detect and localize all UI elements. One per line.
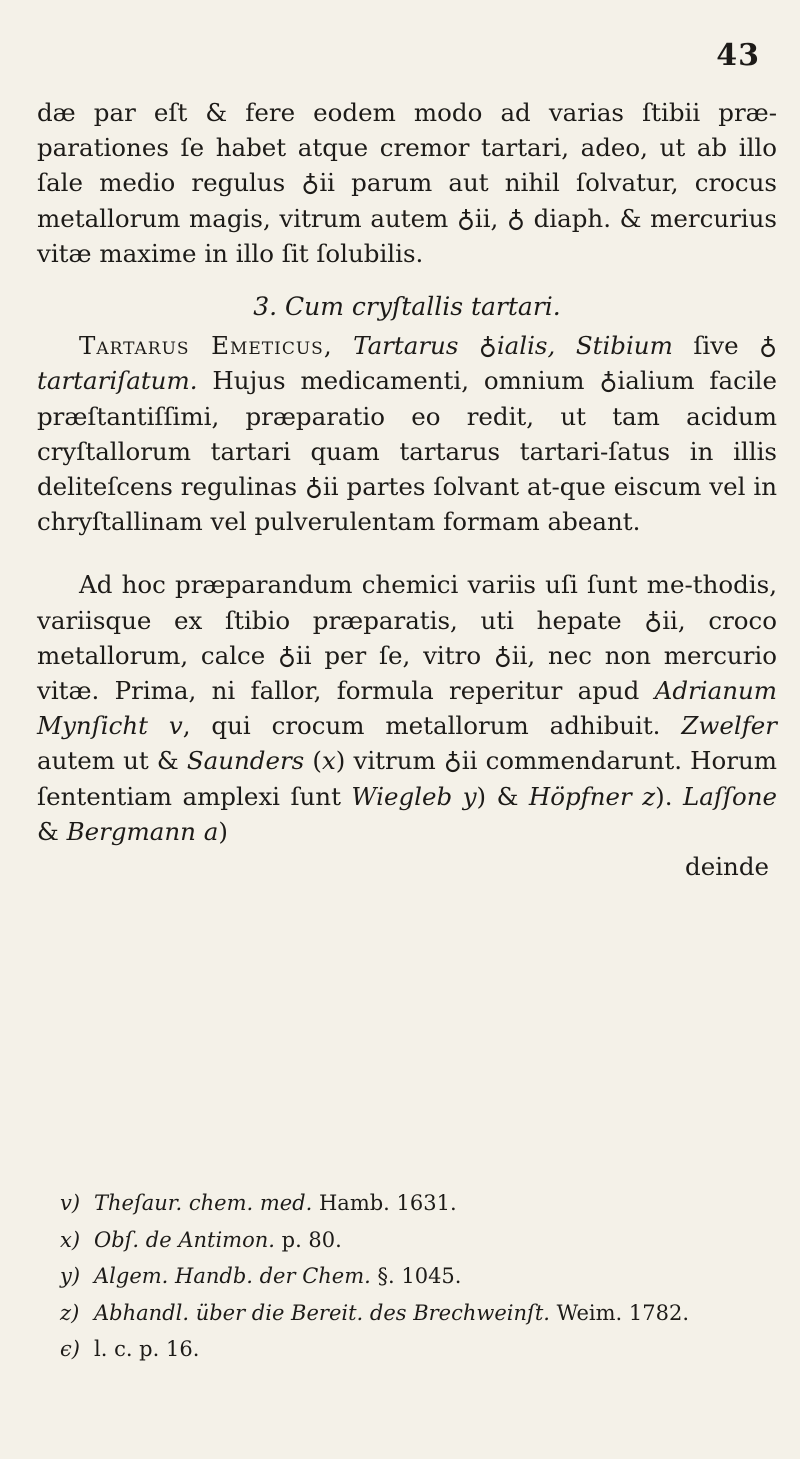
footnote-ref: y	[462, 781, 477, 811]
footnote-title: Algem. Handb. der Chem.	[94, 1264, 371, 1288]
footnote-title: Abhandl. über die Bereit. des Brechweinſt.	[94, 1300, 550, 1325]
footnote-detail: §. 1045.	[377, 1264, 462, 1288]
footnote-ref: v	[168, 711, 183, 741]
main-text	[37, 95, 777, 884]
footnote-mark: ϵ)	[60, 1337, 80, 1361]
footnote-mark: v)	[60, 1191, 81, 1215]
text-span: .	[664, 781, 673, 811]
term-tartarus-stibialis: Tartarus ♁ialis,	[353, 331, 556, 361]
footnote-ref: x	[321, 746, 336, 776]
text-span: , qui crocum metallorum adhibuit.	[182, 711, 661, 741]
term-tartarus-emeticus: Tartarus Emeticus,	[79, 331, 333, 361]
author-name: Adrianum Mynſicht	[37, 676, 777, 741]
footnote-detail: Hamb. 1631.	[318, 1191, 457, 1215]
footnote-item	[60, 1331, 760, 1368]
footnote-detail: p. 80.	[281, 1227, 342, 1252]
footnote-item	[60, 1222, 760, 1259]
footnote-detail: l. c. p. 16.	[94, 1337, 200, 1361]
paragraph-3: Ad hoc præparandum chemici variis uſi ſunt me-thodis, variisque ex ſtibio præparatis, uti hepate ♁ii, croco metallorum, calce ♁ii per ſe, vitro ♁ii, nec non mercurio vitæ. Prima, ni fallor, formula reperitur apud Adrianum Mynſicht v, qui crocum metallorum adhibuit. Zwelfer autem ut & Saunders (x) vitrum ♁ii commendarunt. Horum ſententiam amplexi ſunt Wiegleb y) & Höpfner z). Laſſone & Bergmann a)	[37, 570, 778, 846]
paragraph-2	[37, 328, 777, 539]
author-name: Bergmann	[66, 816, 196, 846]
author-name: Höpfner	[528, 781, 632, 811]
author-name: Saunders	[186, 746, 305, 776]
footnote-detail: Weim. 1782.	[556, 1300, 690, 1325]
author-name: Laſſone	[682, 781, 778, 811]
term-tartarisatum: tartariſatum.	[37, 366, 198, 396]
text-span: Hujus medicamenti, omnium ♁ialium facile præſtantiſſimi, præparatio eo redit, ut tam acidum cryſtallorum tartari quam tartarus tartari-ſatus in illis deliteſcens regulinas ♁ii partes ſolvant at-que eiscum vel in chryſtallinam vel pulverulentam formam abeant.	[37, 366, 777, 537]
footnote-mark: x)	[60, 1227, 81, 1252]
page-number: 43	[716, 38, 760, 73]
author-name: Wiegleb	[351, 781, 453, 811]
text-span: vitrum ♁ii commendarunt. Horum ſententiam amplexi ſunt	[37, 746, 777, 811]
footnote-ref: z	[642, 781, 656, 811]
text-span: ſive ♁	[693, 331, 777, 361]
footnote-item	[60, 1185, 760, 1222]
text-span: &	[496, 781, 519, 811]
footnote-title: Obſ. de Antimon.	[94, 1227, 275, 1252]
term-stibium: Stibium	[575, 331, 673, 361]
author-name: Zwelfer	[681, 711, 777, 741]
footnote-item	[60, 1258, 760, 1295]
footnote-title: Theſaur. chem. med.	[94, 1191, 313, 1215]
footnote-ref: a	[203, 816, 219, 846]
footnote-item	[60, 1295, 760, 1332]
footnote-mark: z)	[60, 1300, 80, 1325]
catchword: deinde	[685, 852, 769, 882]
footnotes	[60, 1185, 760, 1368]
text-span: autem ut &	[37, 746, 179, 776]
text-span: Ad hoc præparandum chemici variis uſi ſunt me-thodis, variisque ex ſtibio præparatis, uti hepate ♁ii, croco metallorum, calce ♁ii per ſe, vitro ♁ii, nec non mercurio vitæ. Prima, ni fallor, formula reperitur apud	[37, 570, 777, 706]
text-span: &	[37, 816, 59, 846]
footnote-mark: y)	[60, 1264, 81, 1288]
paragraph-gap	[37, 539, 777, 567]
paragraph-1: dæ par eſt & fere eodem modo ad varias ſtibii præ-parationes ſe habet atque cremor tartari, adeo, ut ab illo ſale medio regulus ♁ii parum aut nihil ſolvatur, crocus metallorum magis, vitrum autem ♁ii, ♁ diaph. & mercurius vitæ maxime in illo ſit ſolubilis.	[37, 98, 777, 268]
section-heading: 3. Cum cryſtallis tartari.	[253, 292, 561, 322]
